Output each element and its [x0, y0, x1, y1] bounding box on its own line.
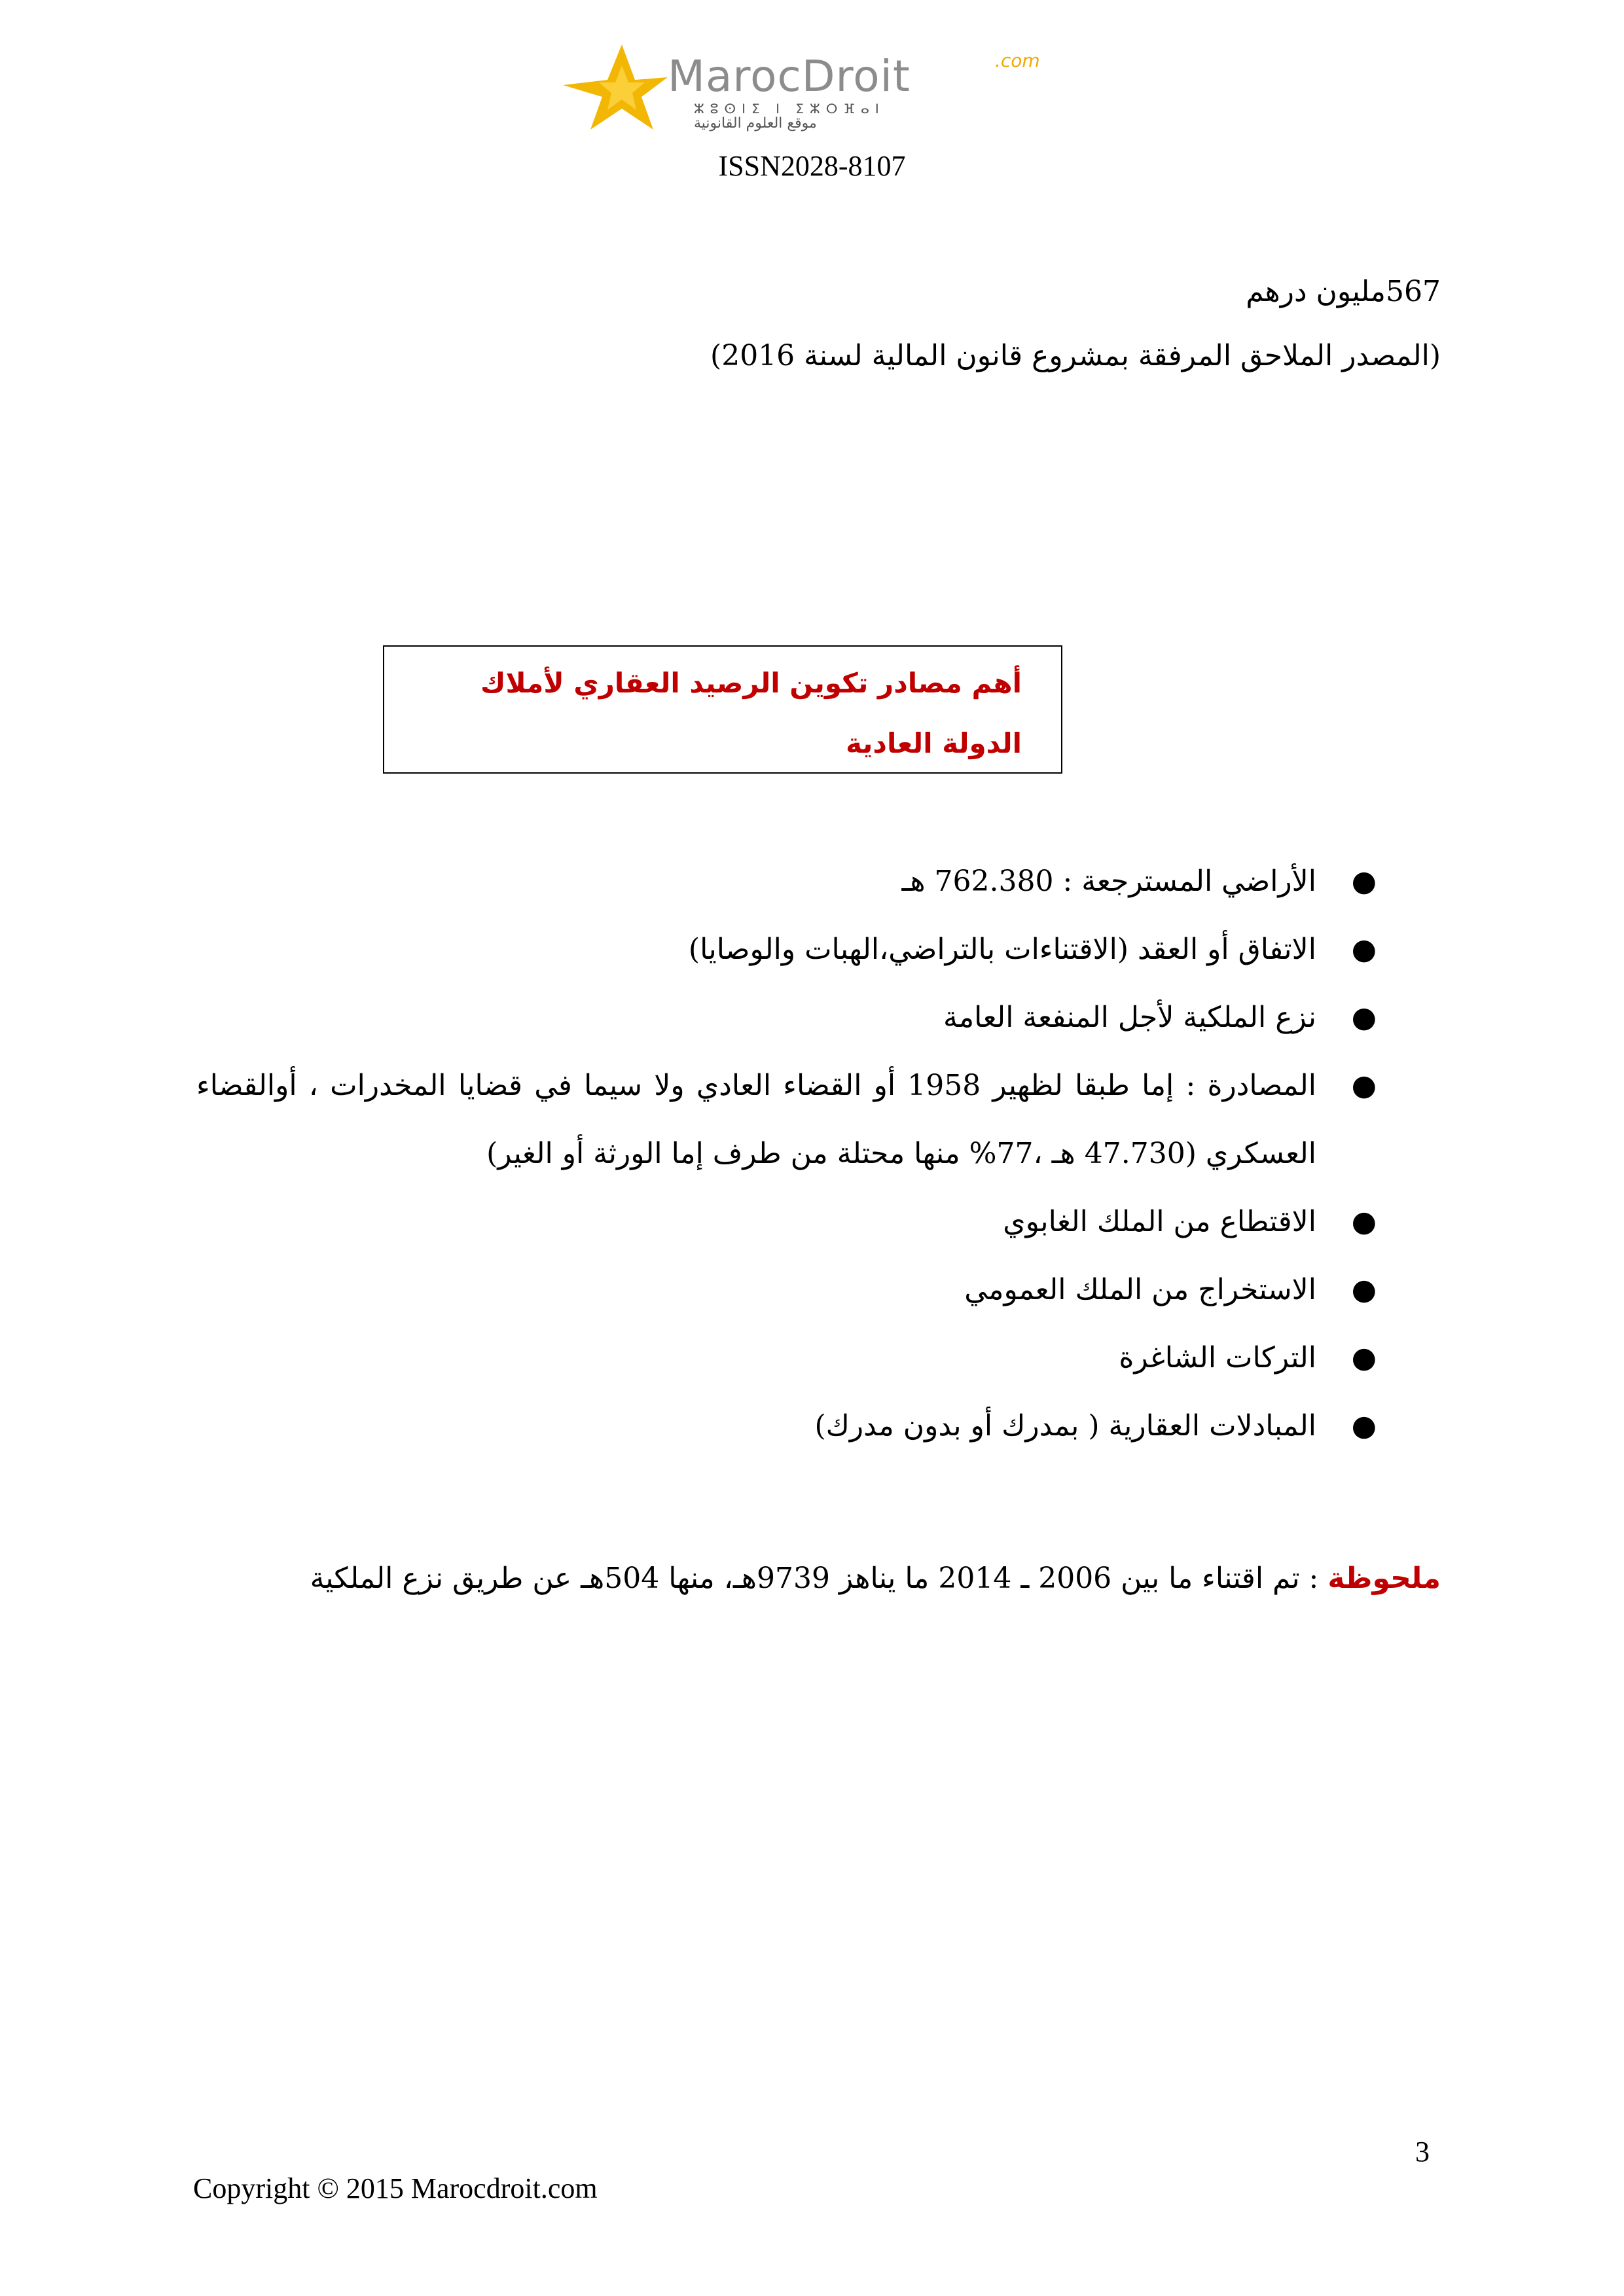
list-item: ● الأراضي المسترجعة : 762.380 هـ	[196, 848, 1316, 916]
logo-arabic: موقع العلوم القانونية	[694, 115, 817, 132]
star-logo-icon	[537, 39, 668, 131]
bullet-icon: ●	[1351, 1409, 1377, 1443]
list-item: ● المصادرة : إما طبقا لظهير 1958 أو القضاء العادي ولا سيما في قضايا المخدرات ، أوالقضاء العسكري (47.730 هـ ،77% منها محتلة من طرف إما الورثة أو الغير)	[196, 1052, 1316, 1188]
sources-list	[196, 848, 1377, 1460]
list-item: ● المبادلات العقارية ( بمدرك أو بدون مدرك)	[196, 1392, 1316, 1460]
list-item: ● التركات الشاغرة	[196, 1324, 1316, 1392]
note-label: ملحوظة	[1327, 1562, 1441, 1595]
logo-com: .com	[995, 50, 1040, 71]
bullet-icon: ●	[1351, 933, 1377, 966]
site-logo	[537, 39, 1074, 131]
issn: ISSN2028-8107	[718, 150, 906, 182]
page-number: 3	[1415, 2136, 1430, 2168]
list-item: ● الاتفاق أو العقد (الاقتناءات بالتراضي،الهبات والوصايا)	[196, 916, 1316, 984]
list-item: ● الاقتطاع من الملك الغابوي	[196, 1188, 1316, 1256]
bullet-icon: ●	[1351, 1001, 1377, 1034]
copyright: Copyright © 2015 Marocdroit.com	[193, 2172, 598, 2204]
bullet-icon: ●	[1351, 865, 1377, 898]
note-paragraph	[196, 1545, 1441, 1613]
logo-name: MarocDroit	[668, 51, 911, 101]
section-title-box	[383, 645, 1062, 774]
logo-tifinagh: ⵣⵓⵙⵏⵉ ⵏ ⵉⵣⵔⴼⴰⵏ	[694, 101, 885, 117]
bullet-icon: ●	[1351, 1205, 1377, 1238]
note-text: : تم اقتناء ما بين 2006 ـ 2014 ما يناهز 9739هـ، منها 504هـ عن طريق نزع الملكية	[310, 1562, 1328, 1595]
bullet-icon: ●	[1351, 1069, 1377, 1102]
section-title: أهم مصادر تكوين الرصيد العقاري لأملاك الدولة العادية	[480, 667, 1022, 759]
bullet-icon: ●	[1351, 1273, 1377, 1306]
source-line: (المصدر الملاحق المرفقة بمشروع قانون المالية لسنة 2016)	[710, 339, 1441, 372]
amount-line: 567مليون درهم	[1246, 275, 1441, 308]
bullet-icon: ●	[1351, 1341, 1377, 1374]
list-item: ● الاستخراج من الملك العمومي	[196, 1256, 1316, 1324]
list-item: ● نزع الملكية لأجل المنفعة العامة	[196, 984, 1316, 1052]
